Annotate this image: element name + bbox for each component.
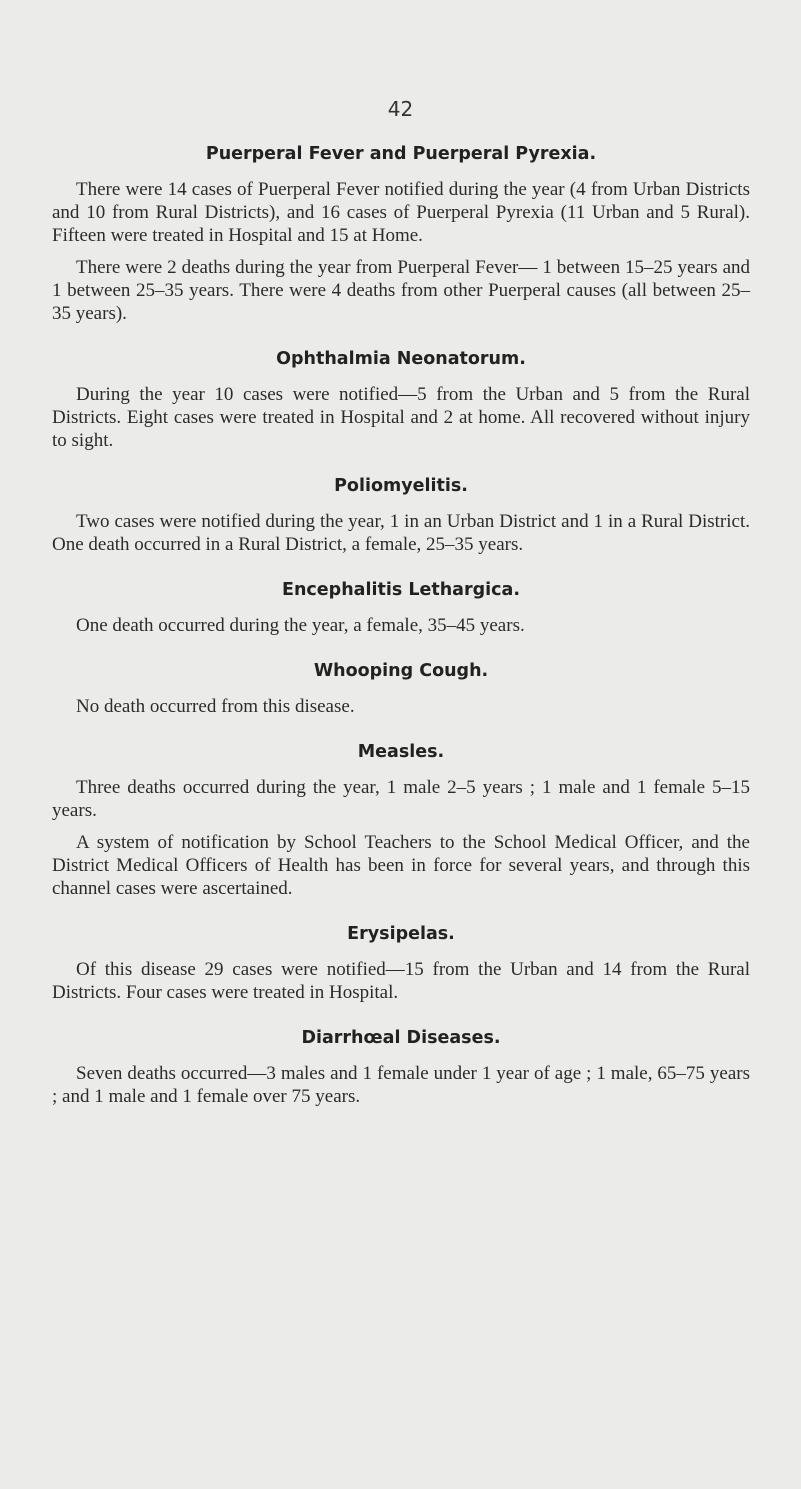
page-content <box>52 144 750 1132</box>
page-number: 42 <box>387 97 414 121</box>
section-heading: Encephalitis Lethargica. <box>282 580 520 600</box>
section-measles <box>52 742 750 900</box>
section-heading: Ophthalmia Neonatorum. <box>276 349 526 369</box>
paragraph: Three deaths occurred during the year, 1 male 2–5 years ; 1 male and 1 female 5–15 years. <box>52 777 750 821</box>
section-heading: Measles. <box>357 742 445 762</box>
section-diarrhoeal-diseases <box>52 1028 750 1108</box>
section-heading: Poliomyelitis. <box>334 476 468 496</box>
paragraph: There were 14 cases of Puerperal Fever notified during the year (4 from Urban Districts and 10 from Rural Districts), and 16 cases of Puerperal Pyrexia (11 Urban and 5 Rural). Fifteen were treated in Hospital and 15 at Home. <box>52 179 750 246</box>
paragraph: Two cases were notified during the year, 1 in an Urban District and 1 in a Rural District. One death occurred in a Rural District, a female, 25–35 years. <box>52 511 750 555</box>
paragraph: A system of notification by School Teachers to the School Medical Officer, and the District Medical Officers of Health has been in force for several years, and through this channel cases were ascertained. <box>52 832 750 899</box>
section-whooping-cough <box>52 661 750 718</box>
paragraph: Seven deaths occurred—3 males and 1 female under 1 year of age ; 1 male, 65–75 years ; and 1 male and 1 female over 75 years. <box>52 1063 750 1107</box>
paragraph: Of this disease 29 cases were notified—15 from the Urban and 14 from the Rural Districts. Four cases were treated in Hospital. <box>52 959 750 1003</box>
paragraph: There were 2 deaths during the year from Puerperal Fever— 1 between 15–25 years and 1 between 25–35 years. There were 4 deaths from other Puerperal causes (all between 25–35 years). <box>52 257 750 324</box>
paragraph: During the year 10 cases were notified—5 from the Urban and 5 from the Rural Districts. Eight cases were treated in Hospital and 2 at home. All recovered without injury to sight. <box>52 384 750 451</box>
section-poliomyelitis <box>52 476 750 556</box>
section-encephalitis-lethargica <box>52 580 750 637</box>
section-heading: Puerperal Fever and Puerperal Pyrexia. <box>205 144 597 164</box>
section-heading: Erysipelas. <box>347 924 455 944</box>
section-puerperal-fever <box>52 144 750 325</box>
paragraph: No death occurred from this disease. <box>76 696 355 717</box>
paragraph: One death occurred during the year, a female, 35–45 years. <box>76 615 525 636</box>
section-ophthalmia-neonatorum <box>52 349 750 452</box>
section-heading: Diarrhœal Diseases. <box>301 1028 501 1048</box>
section-erysipelas <box>52 924 750 1004</box>
section-heading: Whooping Cough. <box>313 661 489 681</box>
